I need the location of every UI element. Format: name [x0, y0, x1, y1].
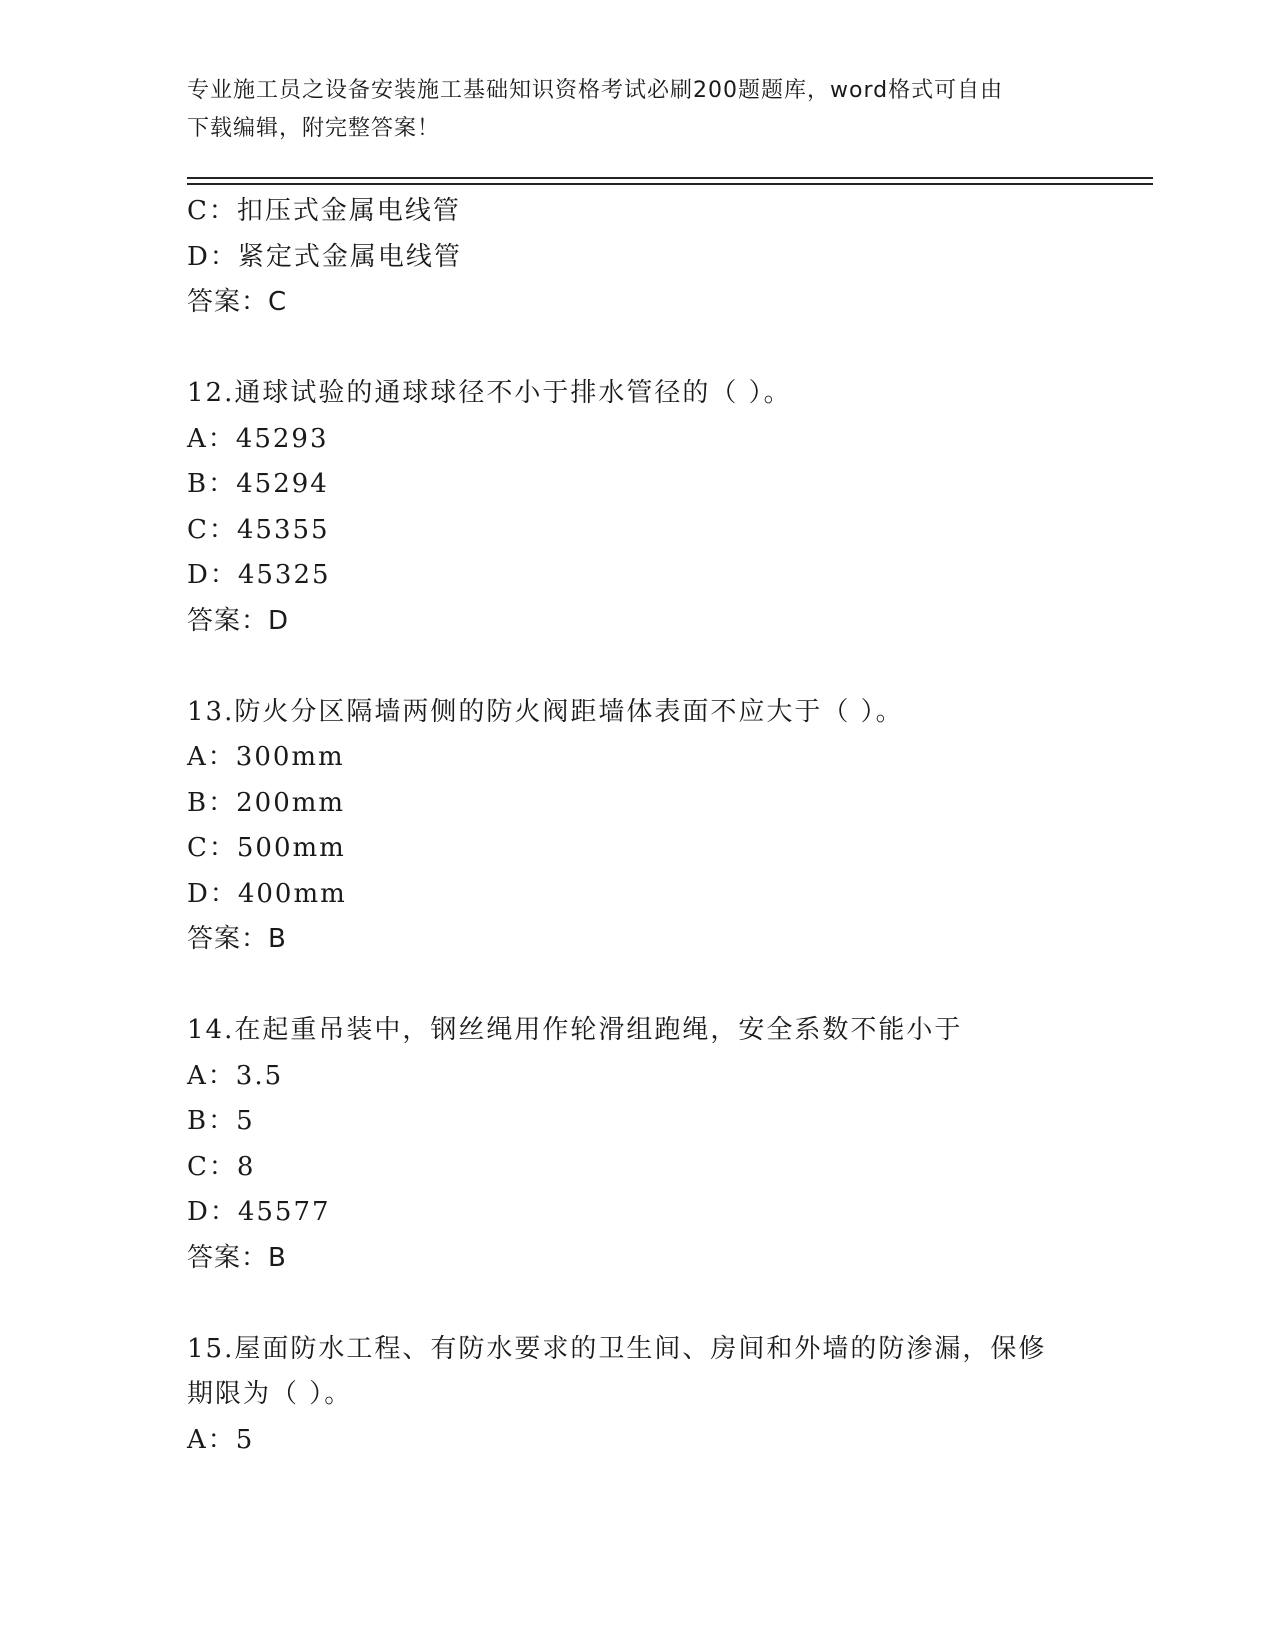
answer-line: 答案：C: [187, 287, 288, 317]
answer-line: 答案：B: [187, 1242, 287, 1273]
option-line: B：5: [187, 1106, 255, 1136]
question-text: 15.屋面防水工程、有防水要求的卫生间、房间和外墙的防渗漏，保修: [187, 1333, 1047, 1364]
question-block: [187, 1008, 1153, 1281]
question-block: [187, 189, 1153, 326]
option-line: D：紧定式金属电线管: [187, 241, 462, 272]
block-spacer: [187, 644, 1153, 690]
option-line: C：45355: [187, 514, 330, 545]
option-line: B：45294: [187, 469, 329, 499]
document-header: [187, 72, 1067, 148]
question-block: [187, 371, 1153, 644]
answer-line: 答案：B: [187, 924, 287, 954]
option-line: D：45325: [187, 560, 331, 590]
option-line: D：400mm: [187, 878, 347, 909]
header-line-1: 专业施工员之设备安装施工基础知识资格考试必刷200题题库，word格式可自由: [187, 78, 1004, 103]
option-line: B：200mm: [187, 787, 346, 818]
option-line: C：8: [187, 1151, 256, 1182]
question-text: 14.在起重吊装中，钢丝绳用作轮滑组跑绳，安全系数不能小于: [187, 1015, 963, 1045]
question-list: [187, 189, 1153, 1463]
question-text: 13.防火分区隔墙两侧的防火阀距墙体表面不应大于（ ）。: [187, 696, 904, 727]
option-line: C：扣压式金属电线管: [187, 196, 461, 226]
header-line-2: 下载编辑，附完整答案！: [187, 116, 441, 141]
option-line: C：500mm: [187, 833, 346, 863]
block-spacer: [187, 1281, 1153, 1327]
option-line: A：300mm: [187, 742, 345, 772]
option-line: A：3.5: [187, 1060, 284, 1091]
answer-line: 答案：D: [187, 605, 290, 636]
question-block: [187, 1327, 1153, 1464]
question-text: 12.通球试验的通球球径不小于排水管径的（ ）。: [187, 378, 792, 408]
option-line: A：45293: [187, 423, 329, 454]
block-spacer: [187, 963, 1153, 1009]
block-spacer: [187, 326, 1153, 372]
question-block: [187, 690, 1153, 963]
option-line: A：5: [187, 1424, 255, 1455]
header-rule-bottom: [187, 183, 1153, 185]
question-text: 期限为（ ）。: [187, 1379, 353, 1409]
header-rule-top: [187, 177, 1153, 179]
option-line: D：45577: [187, 1197, 331, 1227]
